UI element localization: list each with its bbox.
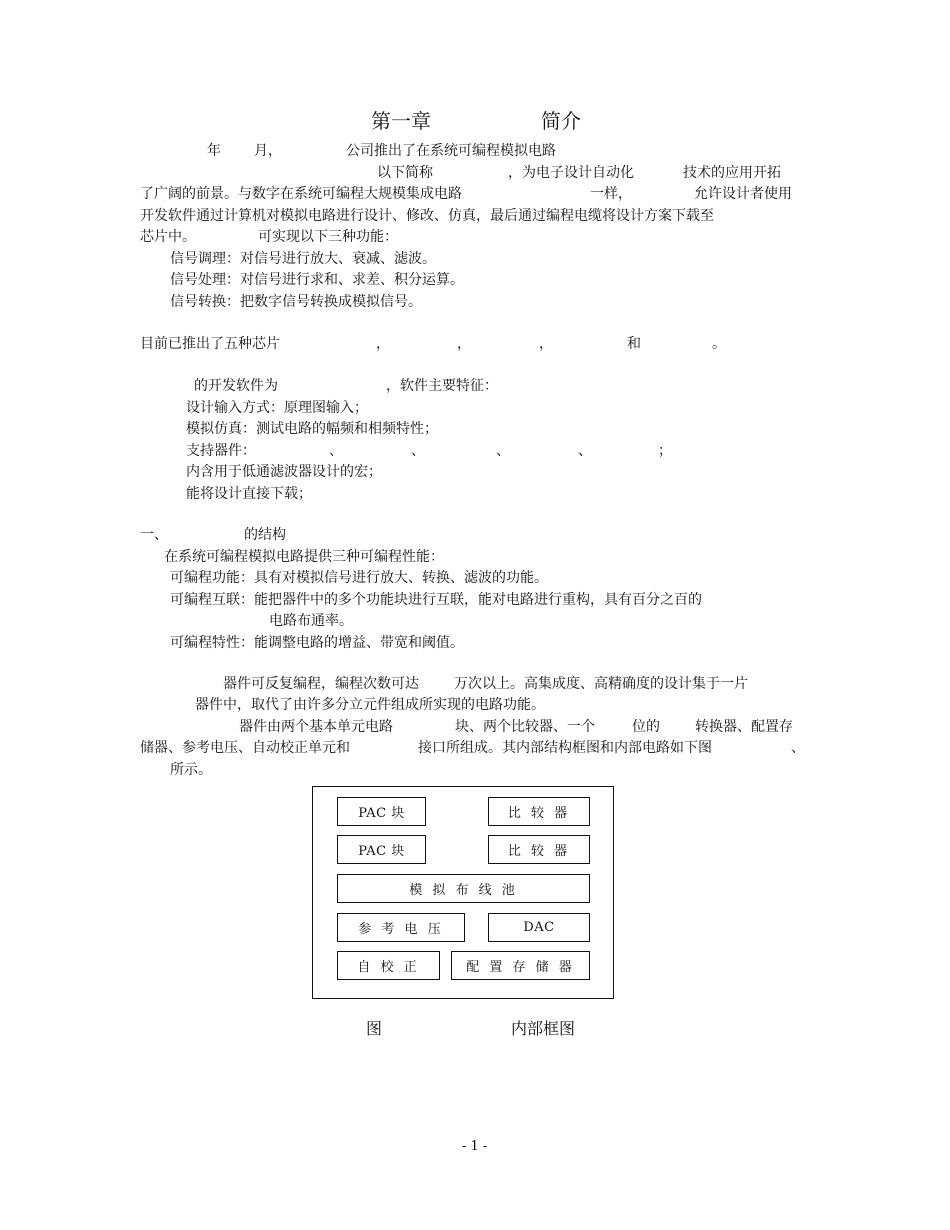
para2-line-3: 所示。 — [170, 762, 212, 778]
structure-item: 可编程功能：具有对模拟信号进行放大、转换、滤波的功能。 — [170, 570, 548, 586]
intro-line-1c: 公司推出了在系统可编程模拟电路 — [346, 143, 556, 159]
dac-block: DAC — [488, 913, 590, 942]
software-feature: 模拟仿真：测试电路的幅频和相频特性； — [186, 421, 438, 437]
para2-line-2b: 接口所组成。其内部结构框图和内部电路如下图 — [418, 740, 712, 756]
chips-lead: 目前已推出了五种芯片 — [140, 336, 280, 352]
para2-line-2c: 、 — [791, 740, 805, 756]
software-feature: 内含用于低通滤波器设计的宏； — [186, 464, 382, 480]
para2-line-1b: 块、两个比较器、一个 — [455, 719, 595, 735]
chips-and: 和 — [627, 336, 641, 352]
figure-caption: 内部框图 — [511, 1019, 576, 1038]
comparator-2: 比 较 器 — [488, 835, 590, 864]
software-feature: 设计输入方式：原理图输入； — [186, 400, 368, 416]
function-item: 信号调理：对信号进行放大、衰减、滤波。 — [170, 251, 436, 267]
structure-item: 可编程特性：能调整电路的增益、带宽和阈值。 — [170, 635, 464, 651]
configuration-memory: 配 置 存 储 器 — [451, 951, 590, 980]
software-feature: 能将设计直接下载； — [186, 486, 312, 502]
para1-line-1b: 万次以上。高集成度、高精确度的设计集于一片 — [454, 676, 748, 692]
intro-line-2a: 以下简称 — [377, 165, 433, 181]
intro-line-5a: 芯片中。 — [140, 229, 196, 245]
section-heading: 的结构 — [244, 527, 286, 543]
para1-line-1a: 器件可反复编程，编程次数可达 — [223, 676, 419, 692]
para2-line-1c: 位的 — [632, 719, 660, 735]
intro-line-3b: 一样， — [590, 186, 632, 202]
software-feature-sep: 、 — [411, 443, 425, 459]
structure-item-cont: 电路布通率。 — [269, 613, 353, 629]
intro-line-4: 开发软件通过计算机对模拟电路进行设计、修改、仿真，最后通过编程电缆将设计方案下载至 — [140, 208, 714, 224]
auto-calibration: 自 校 正 — [337, 951, 440, 980]
function-item: 信号转换：把数字信号转换成模拟信号。 — [170, 294, 422, 310]
para2-line-1a: 器件由两个基本单元电路 — [239, 719, 393, 735]
analog-routing-pool: 模 拟 布 线 池 — [337, 874, 590, 903]
software-feature: 支持器件： — [186, 443, 256, 459]
reference-voltage: 参 考 电 压 — [337, 913, 465, 942]
chapter-title: 简介 — [541, 109, 581, 133]
chapter-number: 第一章 — [371, 109, 431, 133]
para1-line-2: 器件中，取代了由许多分立元件组成所实现的电路功能。 — [195, 697, 545, 713]
intro-line-1a: 年 — [207, 143, 221, 159]
figure-label: 图 — [366, 1019, 383, 1038]
chips-sep: ， — [457, 336, 471, 352]
software-lead-a: 的开发软件为 — [194, 378, 278, 394]
structure-item: 可编程互联：能把器件中的多个功能块进行互联，能对电路进行重构，具有百分之百的 — [170, 592, 702, 608]
para2-line-2a: 储器、参考电压、自动校正单元和 — [140, 740, 350, 756]
comparator-1: 比 较 器 — [488, 797, 590, 826]
pac-block-1: PAC 块 — [337, 797, 426, 826]
software-feature-sep: 、 — [329, 443, 343, 459]
intro-line-2b: ，为电子设计自动化 — [508, 165, 634, 181]
intro-line-2c: 技术的应用开拓 — [683, 165, 781, 181]
chips-sep: ， — [376, 336, 390, 352]
function-item: 信号处理：对信号进行求和、求差、积分运算。 — [170, 272, 464, 288]
page-number: - 1 - — [462, 1139, 488, 1154]
structure-intro: 在系统可编程模拟电路提供三种可编程性能： — [164, 549, 444, 565]
intro-line-1b: 月， — [254, 143, 282, 159]
internal-block-diagram — [312, 786, 614, 999]
software-feature-end: ； — [658, 443, 672, 459]
para2-line-1d: 转换器、配置存 — [695, 719, 793, 735]
chips-sep: ， — [539, 336, 553, 352]
section-number: 一、 — [140, 527, 168, 543]
software-lead-b: ，软件主要特征： — [386, 378, 498, 394]
intro-line-3a: 了广阔的前景。与数字在系统可编程大规模集成电路 — [140, 186, 462, 202]
chips-end: 。 — [712, 336, 726, 352]
pac-block-2: PAC 块 — [337, 835, 426, 864]
intro-line-3c: 允许设计者使用 — [694, 186, 792, 202]
intro-line-5b: 可实现以下三种功能： — [258, 229, 398, 245]
software-feature-sep: 、 — [578, 443, 592, 459]
software-feature-sep: 、 — [496, 443, 510, 459]
